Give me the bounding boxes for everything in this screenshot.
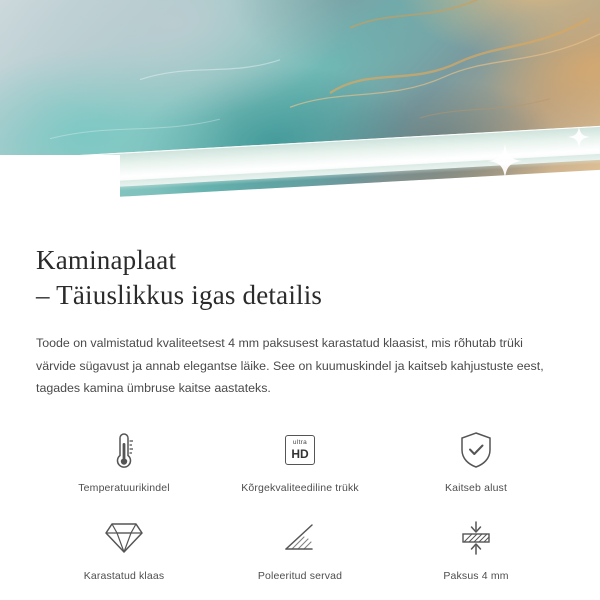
feature-label: Kõrgekvaliteediline trükk — [241, 481, 359, 494]
product-description-text: Toode on valmistatud kvaliteetsest 4 mm paksusest karastatud klaasist, mis rõhutab trüki värvide sügavust ja annab elegantse läike. See on kuumuskindel ja kaitseb kahjustuste eest, tagades kamina ümbruse kaitse aastateks. — [36, 336, 544, 396]
feature-label: Kaitseb alust — [444, 481, 508, 494]
ultra-hd-badge-bottom: HD — [291, 446, 309, 461]
polished-edges-icon — [282, 516, 318, 560]
feature-label: Paksus 4 mm — [443, 569, 509, 582]
feature-item-tempered-glass — [36, 516, 212, 582]
thickness-icon — [458, 516, 494, 560]
diamond-icon — [104, 516, 144, 560]
feature-label: Poleeritud servad — [257, 569, 343, 582]
feature-item-temperature — [36, 428, 212, 494]
ultra-hd-badge-top: ultra — [292, 439, 308, 447]
hero-product-image — [0, 0, 600, 225]
feature-item-polished-edges — [212, 516, 388, 582]
feature-grid — [36, 428, 564, 582]
title-line-1: Kaminaplaat — [36, 245, 177, 275]
bottom-spacer — [0, 582, 600, 600]
image-corner-mask — [0, 155, 120, 225]
title-line-2: – Täiuslikkus igas detailis — [36, 279, 323, 310]
product-description-section — [0, 225, 600, 582]
feature-item-thickness — [388, 516, 564, 582]
thermometer-icon — [109, 428, 139, 472]
feature-item-print-quality — [212, 428, 388, 494]
shield-check-icon — [459, 428, 493, 472]
feature-item-protects-surface — [388, 428, 564, 494]
ultra-hd-icon — [285, 428, 315, 472]
feature-label: Karastatud klaas — [83, 569, 165, 582]
page-title — [36, 243, 564, 312]
feature-label: Temperatuurikindel — [78, 481, 170, 494]
